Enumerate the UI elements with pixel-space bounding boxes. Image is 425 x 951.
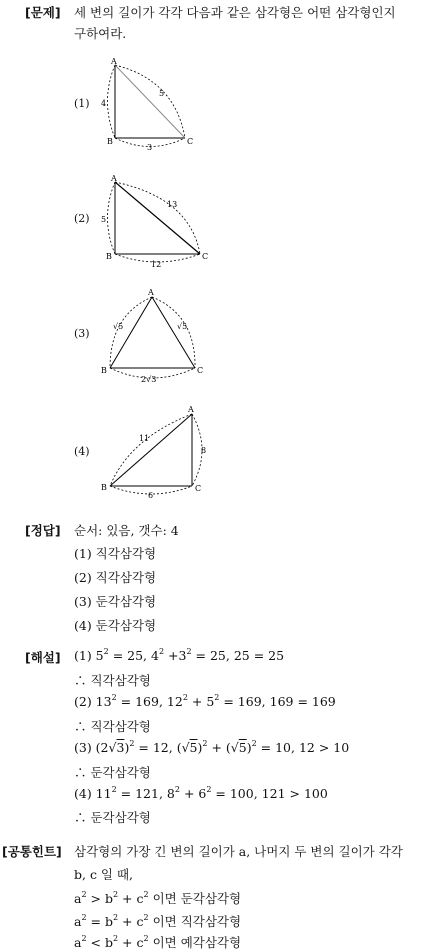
vertex-b: B bbox=[101, 366, 107, 375]
side-bc-label: 3 bbox=[147, 143, 153, 152]
figure-1-label: (1) bbox=[74, 97, 90, 110]
brace-ab bbox=[108, 65, 116, 138]
side-ca bbox=[115, 65, 185, 138]
solution-line-6: ∴ 둔각삼각형 bbox=[74, 765, 151, 780]
side-ca-label: 8 bbox=[201, 446, 207, 455]
side-ab-label: 5 bbox=[101, 215, 107, 224]
side-ab-label: 11 bbox=[139, 434, 150, 443]
triangle-2-diagram bbox=[0, 170, 425, 270]
figure-4 bbox=[0, 398, 425, 503]
vertex-a: A bbox=[111, 57, 117, 66]
side-bc-label: 2√3 bbox=[141, 375, 157, 384]
brace-ab bbox=[108, 182, 116, 254]
triangle-1-diagram bbox=[0, 55, 425, 155]
vertex-a: A bbox=[111, 174, 117, 183]
figure-2-label: (2) bbox=[74, 212, 90, 225]
answer-item-2: (2) 직각삼각형 bbox=[74, 570, 157, 585]
vertex-c: C bbox=[187, 137, 194, 146]
solution-line-2: ∴ 직각삼각형 bbox=[74, 673, 151, 688]
side-ab bbox=[110, 297, 152, 368]
solution-label: [해설] bbox=[25, 650, 61, 665]
hint-line-1: 삼각형의 가장 긴 변의 길이가 a, 나머지 두 변의 길이가 각각 bbox=[74, 844, 403, 859]
hint-line-2: b, c 일 때, bbox=[74, 867, 134, 882]
hint-rule-1: $a^2 > b^2 + c^2$ 이면 둔각삼각형 bbox=[74, 889, 242, 906]
solution-line-4: ∴ 직각삼각형 bbox=[74, 719, 151, 734]
hint-rule-2: $a^2 = b^2 + c^2$ 이면 직각삼각형 bbox=[74, 912, 242, 929]
vertex-a: A bbox=[188, 405, 194, 414]
side-ca bbox=[115, 182, 200, 254]
answer-header: 순서: 있음, 갯수: 4 bbox=[74, 523, 179, 538]
side-ab-label: √5 bbox=[113, 322, 124, 331]
vertex-c: C bbox=[195, 484, 202, 493]
side-ab bbox=[110, 414, 192, 486]
problem-line-2: 구하여라. bbox=[74, 26, 127, 41]
vertex-b: B bbox=[106, 252, 112, 261]
figure-3-label: (3) bbox=[74, 327, 90, 340]
solution-line-5: (3) $(2√3)^2 = 12$, $(√5)^2 + (√5)^2 = 10$, 12 > 10 bbox=[74, 738, 350, 755]
side-ca bbox=[152, 297, 195, 368]
vertex-c: C bbox=[202, 252, 209, 261]
side-ca-label: 5 bbox=[159, 89, 165, 98]
side-bc-label: 12 bbox=[151, 260, 162, 269]
solution-line-1: (1) $5^2 = 25$, $4^2 +3^2 = 25$, 25 = 25 bbox=[74, 646, 285, 663]
triangle-3-diagram bbox=[0, 285, 425, 390]
vertex-b: B bbox=[101, 483, 107, 492]
problem-line-1: 세 변의 길이가 각각 다음과 같은 삼각형은 어떤 삼각형인지 bbox=[74, 5, 396, 20]
side-ca-label: √5 bbox=[177, 322, 188, 331]
hint-label: [공통힌트] bbox=[2, 844, 62, 859]
side-ab-label: 4 bbox=[101, 99, 107, 108]
figure-3 bbox=[0, 285, 425, 390]
solution-line-7: (4) $11^2 = 121$, $8^2 + 6^2 = 100$, 121 > 100 bbox=[74, 784, 328, 801]
triangle-4-diagram bbox=[0, 398, 425, 503]
problem-label: [문제] bbox=[25, 5, 61, 20]
vertex-a: A bbox=[148, 288, 154, 297]
solution-line-3: (2) $13^2 = 169$, $12^2 + 5^2 = 169$, 169 = 169 bbox=[74, 692, 336, 709]
side-ca-label: 13 bbox=[167, 200, 178, 209]
answer-item-3: (3) 둔각삼각형 bbox=[74, 594, 157, 609]
hint-rule-3: $a^2 < b^2 + c^2$ 이면 예각삼각형 bbox=[74, 933, 242, 950]
answer-label: [정답] bbox=[25, 523, 61, 538]
side-bc-label: 6 bbox=[148, 491, 154, 500]
vertex-c: C bbox=[197, 366, 204, 375]
figure-2 bbox=[0, 170, 425, 270]
figure-1 bbox=[0, 55, 425, 155]
figure-4-label: (4) bbox=[74, 445, 90, 458]
answer-item-1: (1) 직각삼각형 bbox=[74, 546, 157, 561]
vertex-b: B bbox=[107, 137, 113, 146]
solution-line-8: ∴ 둔각삼각형 bbox=[74, 810, 151, 825]
answer-item-4: (4) 둔각삼각형 bbox=[74, 618, 157, 633]
